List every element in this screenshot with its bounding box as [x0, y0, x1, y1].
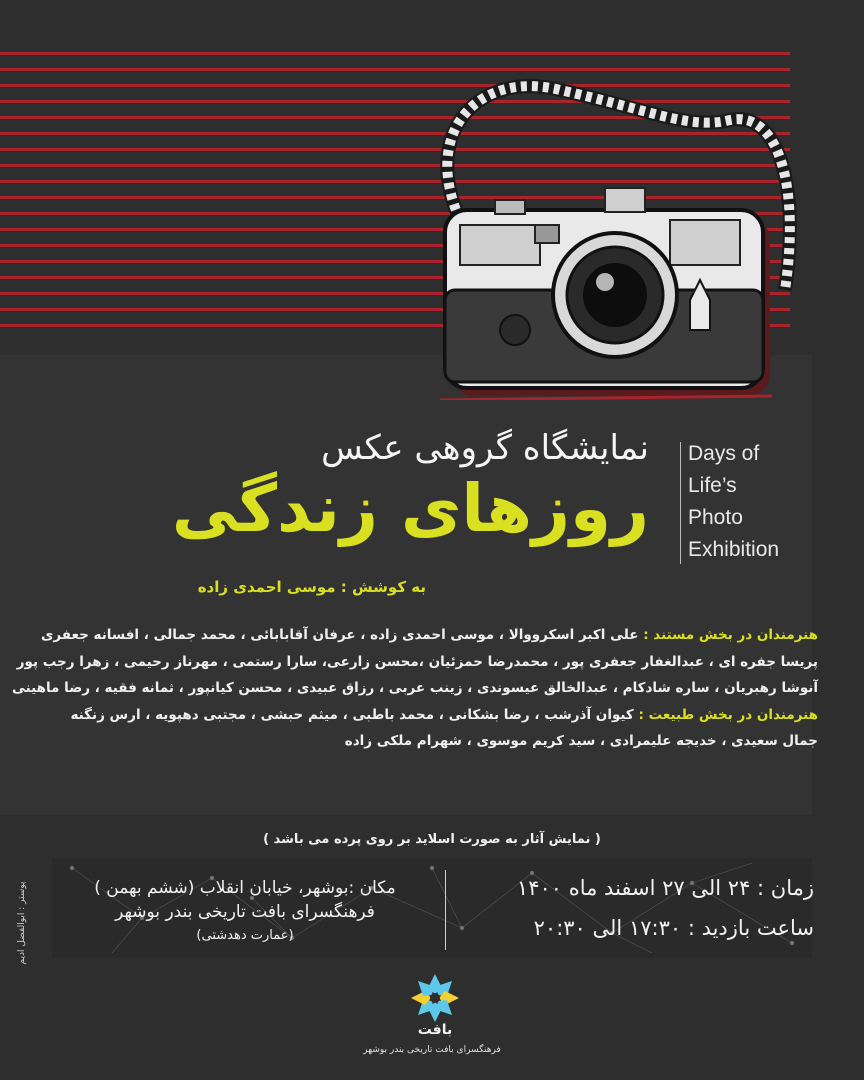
artists-list [11, 622, 818, 755]
exhibition-subtitle: نمایشگاه گروهی عکس [321, 428, 649, 468]
slide-note: ( نمایش آثار به صورت اسلاید بر روی پرده می باشد ) [263, 832, 601, 847]
logo-subtitle: فرهنگسرای بافت تاریخی بندر بوشهر [363, 1045, 501, 1055]
english-title-divider [680, 442, 681, 564]
artists-line [28, 622, 818, 649]
english-title [688, 438, 779, 566]
documentary-artists-2: پریسا جفره ای ، عبدالغفار جعفری پور ، محمدرضا حمزئیان ،محسن زارعی، سارا رستمی ، مهرناز رحیمی ، زهرا رجب پور [16, 653, 818, 670]
documentary-artists-3: آنوشا رهبریان ، ساره شادکام ، عبدالخالق عیسوندی ، زینب عربی ، رزاق عبیدی ، محسن کیانپور ، ثمانه فقیه ، رضا ماهینی [11, 680, 818, 696]
english-title-line: Photo [688, 506, 743, 529]
nature-artists-1: کیوان آذرشب ، رضا بشکانی ، محمد باطبی ، میثم حبشی ، مجتبی دهپویه ، ارس زنگنه [70, 706, 634, 723]
documentary-label: هنرمندان در بخش مستند : [643, 627, 818, 643]
place-info [60, 876, 430, 948]
artists-line [28, 702, 818, 729]
bafet-logo-icon [405, 972, 465, 1028]
date-line: زمان : ۲۴ الی ۲۷ اسفند ماه ۱۴۰۰ [516, 876, 814, 900]
nature-label: هنرمندان در بخش طبیعت : [638, 706, 818, 723]
english-title-line: Exhibition [688, 538, 780, 561]
exhibition-title: روزهای زندگی [171, 470, 649, 547]
camera-illustration [400, 70, 820, 400]
place-line: مکان :بوشهر، خیابان انقلاب (ششم بهمن ) [94, 878, 396, 898]
documentary-artists-1: علی اکبر اسکرووالا ، موسی احمدی زاده ، عرفان آقابابائی ، محمد جمالی ، افسانه جعفری [40, 627, 639, 643]
logo-text: بافت [417, 1022, 453, 1038]
poster-credit-text: پوستر : ابوالفضل ادیم [17, 881, 27, 965]
hours-line: ساعت بازدید : ۱۷:۳۰ الی ۲۰:۳۰ [533, 916, 814, 940]
building-line: (عمارت دهدشتی) [196, 928, 294, 943]
curator-line: به کوشش : موسی احمدی زاده [197, 578, 426, 596]
info-divider [445, 870, 446, 950]
time-info [464, 868, 814, 948]
poster-credit [12, 868, 26, 988]
english-title-line: Life’s [688, 474, 737, 497]
english-title-line: Days of [688, 442, 760, 465]
nature-artists-2: جمال سعیدی ، خدیجه علیمرادی ، سید کریم موسوی ، شهرام ملکی زاده [344, 733, 818, 749]
venue-line: فرهنگسرای بافت تاریخی بندر بوشهر [115, 902, 375, 922]
